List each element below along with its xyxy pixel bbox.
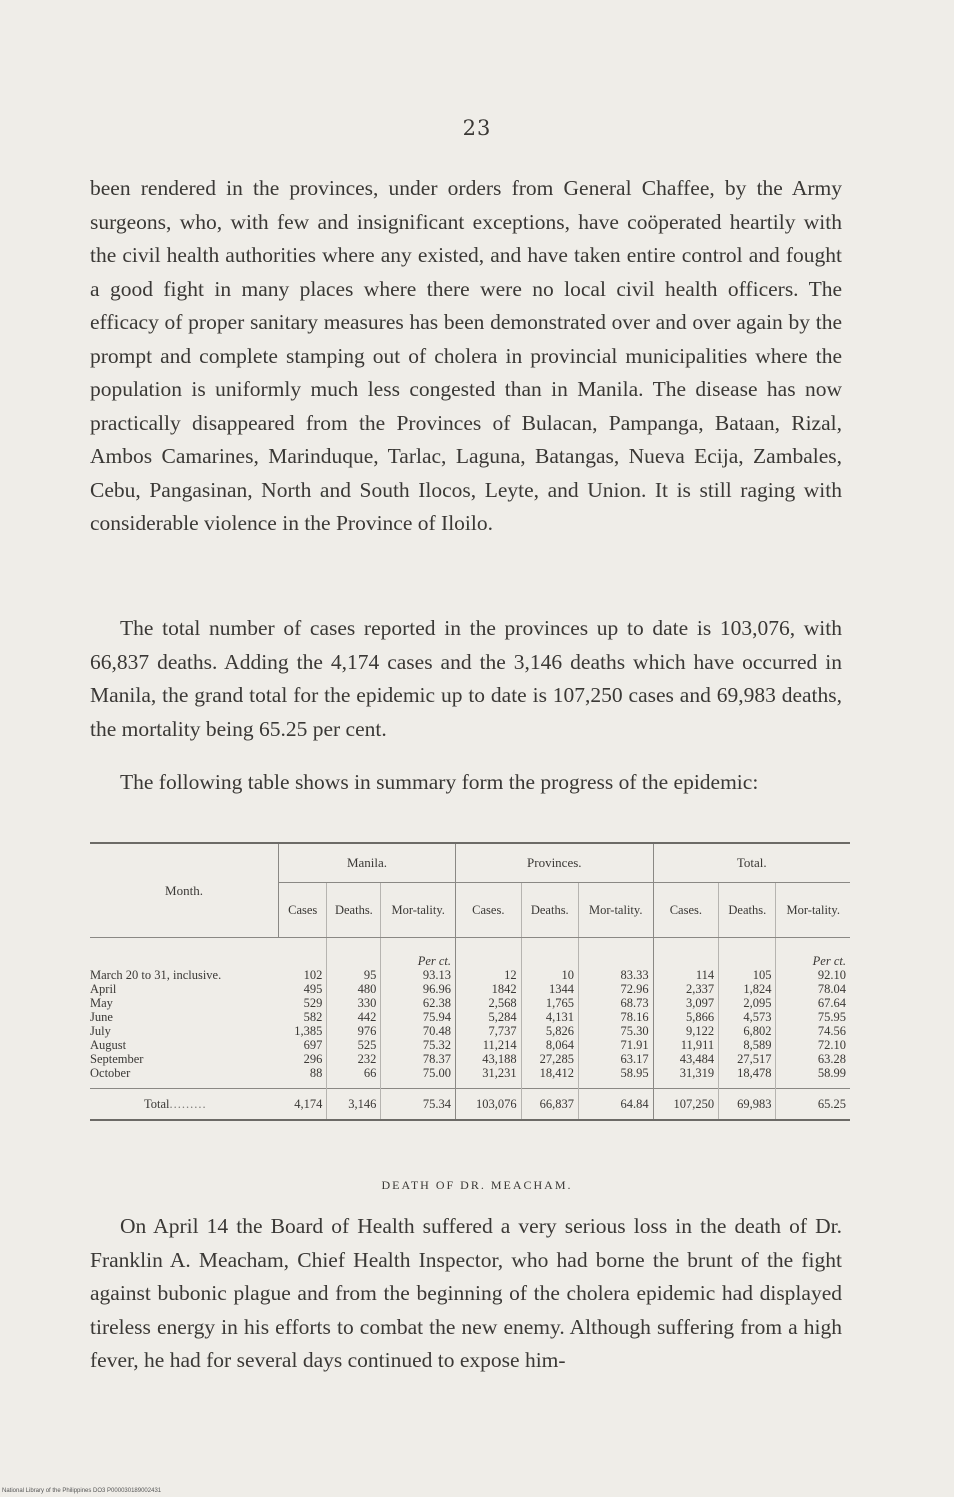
table-cell: 582: [279, 1010, 327, 1024]
total-cases-header: Cases.: [653, 883, 719, 938]
table-cell: 75.95: [817, 1010, 846, 1024]
cell-value: 93.13: [422, 968, 452, 982]
table-cell: [776, 938, 850, 983]
table-total-row: [90, 1089, 850, 1121]
table-cell: 107,250: [653, 1089, 719, 1121]
manila-deaths-header: Deaths.: [327, 883, 381, 938]
table-cell: 31,231: [456, 1066, 522, 1089]
table-cell: 63.28: [817, 1052, 846, 1066]
provinces-mortality-header: Mor-tality.: [578, 883, 653, 938]
table-cell: 75.00: [381, 1066, 456, 1089]
table-cell: 83.33: [578, 938, 653, 983]
table-cell: 11,214: [456, 1038, 522, 1052]
table-row: [90, 1052, 850, 1066]
table-cell: 5,826: [521, 1024, 578, 1038]
cell-value: 92.10: [817, 968, 846, 982]
table-cell: 525: [327, 1038, 381, 1052]
table-cell: 11,911: [653, 1038, 719, 1052]
table-cell: 1344: [521, 982, 578, 996]
table-cell: 2,568: [456, 996, 522, 1010]
provinces-cases-header: Cases.: [456, 883, 522, 938]
table-cell: 529: [279, 996, 327, 1010]
table-cell: 75.94: [381, 1010, 456, 1024]
per-cent-label: Per ct.: [812, 954, 846, 968]
table-cell: 3,146: [327, 1089, 381, 1121]
table-cell: 2,337: [653, 982, 719, 996]
table-cell: 2,095: [719, 996, 776, 1010]
table-cell: 4,573: [719, 1010, 776, 1024]
total-group-header: Total.: [653, 843, 850, 883]
epidemic-summary-table: [90, 842, 850, 1121]
table-body: [90, 938, 850, 1089]
table-cell: 7,737: [456, 1024, 522, 1038]
table-row: [90, 1066, 850, 1089]
table-cell: 72.10: [817, 1038, 846, 1052]
table-cell: 63.17: [578, 1052, 653, 1066]
table-cell: 18,478: [719, 1066, 776, 1089]
table-row: [90, 1010, 850, 1024]
table-cell: 105: [719, 938, 776, 983]
table-cell: 9,122: [653, 1024, 719, 1038]
table-cell: 70.48: [381, 1024, 456, 1038]
table-cell: 72.96: [578, 982, 653, 996]
table-cell: 296: [279, 1052, 327, 1066]
table-cell: 102: [279, 938, 327, 983]
manila-group-header: Manila.: [279, 843, 456, 883]
table-cell: 27,285: [521, 1052, 578, 1066]
table-cell: 697: [279, 1038, 327, 1052]
month-cell: March 20 to 31, inclusive.: [90, 968, 222, 982]
page-number: 23: [462, 116, 492, 140]
table-cell: 88: [279, 1066, 327, 1089]
table-cell: 114: [653, 938, 719, 983]
manila-cases-header: Cases: [279, 883, 327, 938]
table-cell: 75.32: [381, 1038, 456, 1052]
table-cell: 5,866: [653, 1010, 719, 1024]
table-cell: 62.38: [381, 996, 456, 1010]
table-cell: 27,517: [719, 1052, 776, 1066]
table-cell: 67.64: [817, 996, 846, 1010]
table-cell: 8,589: [719, 1038, 776, 1052]
table-cell: 75.34: [381, 1089, 456, 1121]
table-cell: 95: [327, 938, 381, 983]
table-cell: 6,802: [719, 1024, 776, 1038]
total-mortality-header: Mor-tality.: [776, 883, 850, 938]
table-cell: 65.25: [776, 1089, 850, 1121]
month-cell: September: [90, 1052, 144, 1066]
section-heading: DEATH OF DR. MEACHAM.: [381, 1178, 573, 1192]
table-cell: 43,188: [456, 1052, 522, 1066]
table-cell: 66,837: [521, 1089, 578, 1121]
month-column-header: Month.: [90, 843, 279, 938]
month-cell: June: [90, 1010, 113, 1024]
month-cell: July: [90, 1024, 111, 1038]
provinces-deaths-header: Deaths.: [521, 883, 578, 938]
table-cell: 10: [521, 938, 578, 983]
table-row: [90, 1024, 850, 1038]
table-cell: [381, 938, 456, 983]
table-cell: 58.99: [817, 1066, 846, 1080]
table-cell: 8,064: [521, 1038, 578, 1052]
table-cell: 5,284: [456, 1010, 522, 1024]
table-cell: 75.30: [578, 1024, 653, 1038]
table-cell: 66: [327, 1066, 381, 1089]
table-cell: 976: [327, 1024, 381, 1038]
table-cell: 1842: [456, 982, 522, 996]
table-cell: 4,174: [279, 1089, 327, 1121]
month-cell: May: [90, 996, 113, 1010]
footer-note: National Library of the Philippines DO3 P000030189002431: [2, 1488, 162, 1494]
summary-table: [90, 842, 850, 1121]
table-cell: 96.96: [381, 982, 456, 996]
table-cell: 232: [327, 1052, 381, 1066]
paragraph-provinces-report: been rendered in the provinces, under orders from General Chaffee, by the Army surgeons, who, with few and insignificant exceptions, have coöperated heartily with the civil health authorities where any existed, and have taken entire control and fought a good fight in many places where there were no local civil health officers. The efficacy of proper sanitary measures has been demonstrated over and over again by the prompt and complete stamping out of cholera in provincial municipalities where the population is uniformly much less congested than in Manila. The disease has now practically disappeared from the Provinces of Bulacan, Pampanga, Bataan, Rizal, Ambos Camarines, Marinduque, Tarlac, Laguna, Batangas, Nueva Ecija, Zambales, Cebu, Pangasinan, North and South Ilocos, Leyte, and Union. It is still raging with considerable violence in the Province of Iloilo.: [90, 176, 842, 535]
table-cell: 69,983: [719, 1089, 776, 1121]
table-cell: 43,484: [653, 1052, 719, 1066]
table-cell: 78.04: [817, 982, 846, 996]
table-cell: 1,824: [719, 982, 776, 996]
paragraph-meacham: On April 14 the Board of Health suffered a very serious loss in the death of Dr. Franklin A. Meacham, Chief Health Inspector, who had borne the brunt of the fight against bubonic plague and from the beginning of the cholera epidemic had displayed tireless energy in his efforts to combat the new enemy. Although suffering from a high fever, he had for several days continued to expose him-: [90, 1214, 842, 1372]
table-cell: 74.56: [817, 1024, 846, 1038]
table-cell: 68.73: [578, 996, 653, 1010]
paragraph-totals: The total number of cases reported in the provinces up to date is 103,076, with 66,837 deaths. Adding the 4,174 cases and the 3,146 deaths which have occurred in Manila, the grand total for the epidemic up to date is 107,250 cases and 69,983 deaths, the mortality being 65.25 per cent.: [90, 616, 842, 741]
table-cell: 18,412: [521, 1066, 578, 1089]
manila-mortality-header: Mor-tality.: [381, 883, 456, 938]
table-cell: 58.95: [578, 1066, 653, 1089]
table-cell: 330: [327, 996, 381, 1010]
table-row: [90, 996, 850, 1010]
table-cell: 3,097: [653, 996, 719, 1010]
table-row: [90, 982, 850, 996]
table-cell: 31,319: [653, 1066, 719, 1089]
paragraph-table-intro: The following table shows in summary form the progress of the epidemic:: [120, 770, 759, 794]
total-deaths-header: Deaths.: [719, 883, 776, 938]
month-cell: April: [90, 982, 117, 996]
table-cell: 64.84: [578, 1089, 653, 1121]
table-cell: 78.16: [578, 1010, 653, 1024]
table-cell: 103,076: [456, 1089, 522, 1121]
table-cell: 442: [327, 1010, 381, 1024]
per-cent-label: Per ct.: [417, 954, 452, 968]
table-cell: 480: [327, 982, 381, 996]
total-row-label: Total.........: [90, 1089, 279, 1121]
provinces-group-header: Provinces.: [456, 843, 654, 883]
table-row: [90, 1038, 850, 1052]
table-cell: 12: [456, 938, 522, 983]
table-cell: 4,131: [521, 1010, 578, 1024]
table-cell: 495: [279, 982, 327, 996]
table-row: [90, 938, 850, 983]
table-cell: 1,765: [521, 996, 578, 1010]
table-cell: 78.37: [381, 1052, 456, 1066]
month-cell: August: [90, 1038, 127, 1052]
table-cell: 71.91: [578, 1038, 653, 1052]
table-cell: 1,385: [279, 1024, 327, 1038]
month-cell: October: [90, 1066, 131, 1080]
